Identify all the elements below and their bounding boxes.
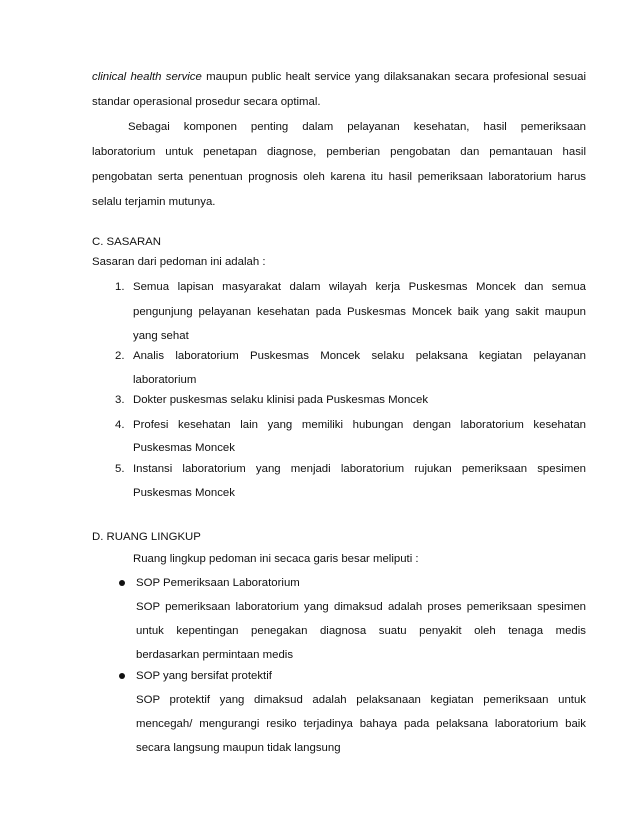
list-item-2-line-1: Analis laboratorium Puskesmas Moncek selaku pelaksana kegiatan pelayanan — [133, 350, 586, 362]
list-number: 3. — [115, 394, 125, 406]
bullet-1-line-1: SOP pemeriksaan laboratorium yang dimaksud adalah proses pemeriksaan spesimen — [136, 601, 586, 613]
list-item-4-line-1: Profesi kesehatan lain yang memiliki hubungan dengan laboratorium kesehatan — [133, 419, 586, 431]
list-item-1-line-3: yang sehat — [133, 330, 189, 342]
list-item-2-line-2: laboratorium — [133, 374, 197, 386]
list-number: 4. — [115, 419, 125, 431]
bullet-1-line-2: untuk kepentingan penegakan diagnosa suatu penyakit oleh tenaga medis — [136, 625, 586, 637]
bullet-2-line-1: SOP protektif yang dimaksud adalah pelaksanaan kegiatan pemeriksaan untuk — [136, 694, 586, 706]
list-item-5-line-1: Instansi laboratorium yang menjadi laboratorium rujukan pemeriksaan spesimen — [133, 463, 586, 475]
list-item-5-line-2: Puskesmas Moncek — [133, 487, 235, 499]
list-number: 1. — [115, 281, 125, 293]
section-d-lead: Ruang lingkup pedoman ini secaca garis besar meliputi : — [133, 553, 419, 565]
bullet-2-line-3: secara langsung maupun tidak langsung — [136, 742, 341, 754]
list-item-4-line-2: Puskesmas Moncek — [133, 442, 235, 454]
list-item-1-line-2: pengunjung pelayanan kesehatan pada Puskesmas Moncek baik yang sakit maupun — [133, 306, 586, 318]
intro-line-1-text: maupun public healt service yang dilaksanakan secara profesional sesuai — [201, 71, 586, 83]
intro-line-6: selalu terjamin mutunya. — [92, 196, 216, 208]
section-d-heading: D. RUANG LINGKUP — [92, 531, 201, 543]
intro-line-3: Sebagai komponen penting dalam pelayanan kesehatan, hasil pemeriksaan — [128, 121, 586, 133]
section-c-heading: C. SASARAN — [92, 236, 161, 248]
intro-line-5: pengobatan serta penentuan prognosis oleh karena itu hasil pemeriksaan laboratorium harus — [92, 171, 586, 183]
bullet-1-line-3: berdasarkan permintaan medis — [136, 649, 294, 661]
list-number: 5. — [115, 463, 125, 475]
intro-italic-term: clinical health service — [92, 71, 202, 83]
bullet-1-title: SOP Pemeriksaan Laboratorium — [136, 577, 300, 589]
list-item-3-line-1: Dokter puskesmas selaku klinisi pada Puskesmas Moncek — [133, 394, 429, 406]
bullet-icon — [119, 580, 125, 586]
list-item-1-line-1: Semua lapisan masyarakat dalam wilayah kerja Puskesmas Moncek dan semua — [133, 281, 586, 293]
list-number: 2. — [115, 350, 125, 362]
intro-line-2: standar operasional prosedur secara optimal. — [92, 96, 321, 108]
bullet-2-line-2: mencegah/ mengurangi resiko terjadinya bahaya pada pelaksana laboratorium baik — [136, 718, 586, 730]
intro-line-1 — [92, 70, 586, 84]
section-c-lead: Sasaran dari pedoman ini adalah : — [92, 256, 266, 268]
intro-line-4: laboratorium untuk penetapan diagnose, pemberian pengobatan dan pemantauan hasil — [92, 146, 586, 158]
bullet-icon — [119, 673, 125, 679]
bullet-2-title: SOP yang bersifat protektif — [136, 670, 272, 682]
